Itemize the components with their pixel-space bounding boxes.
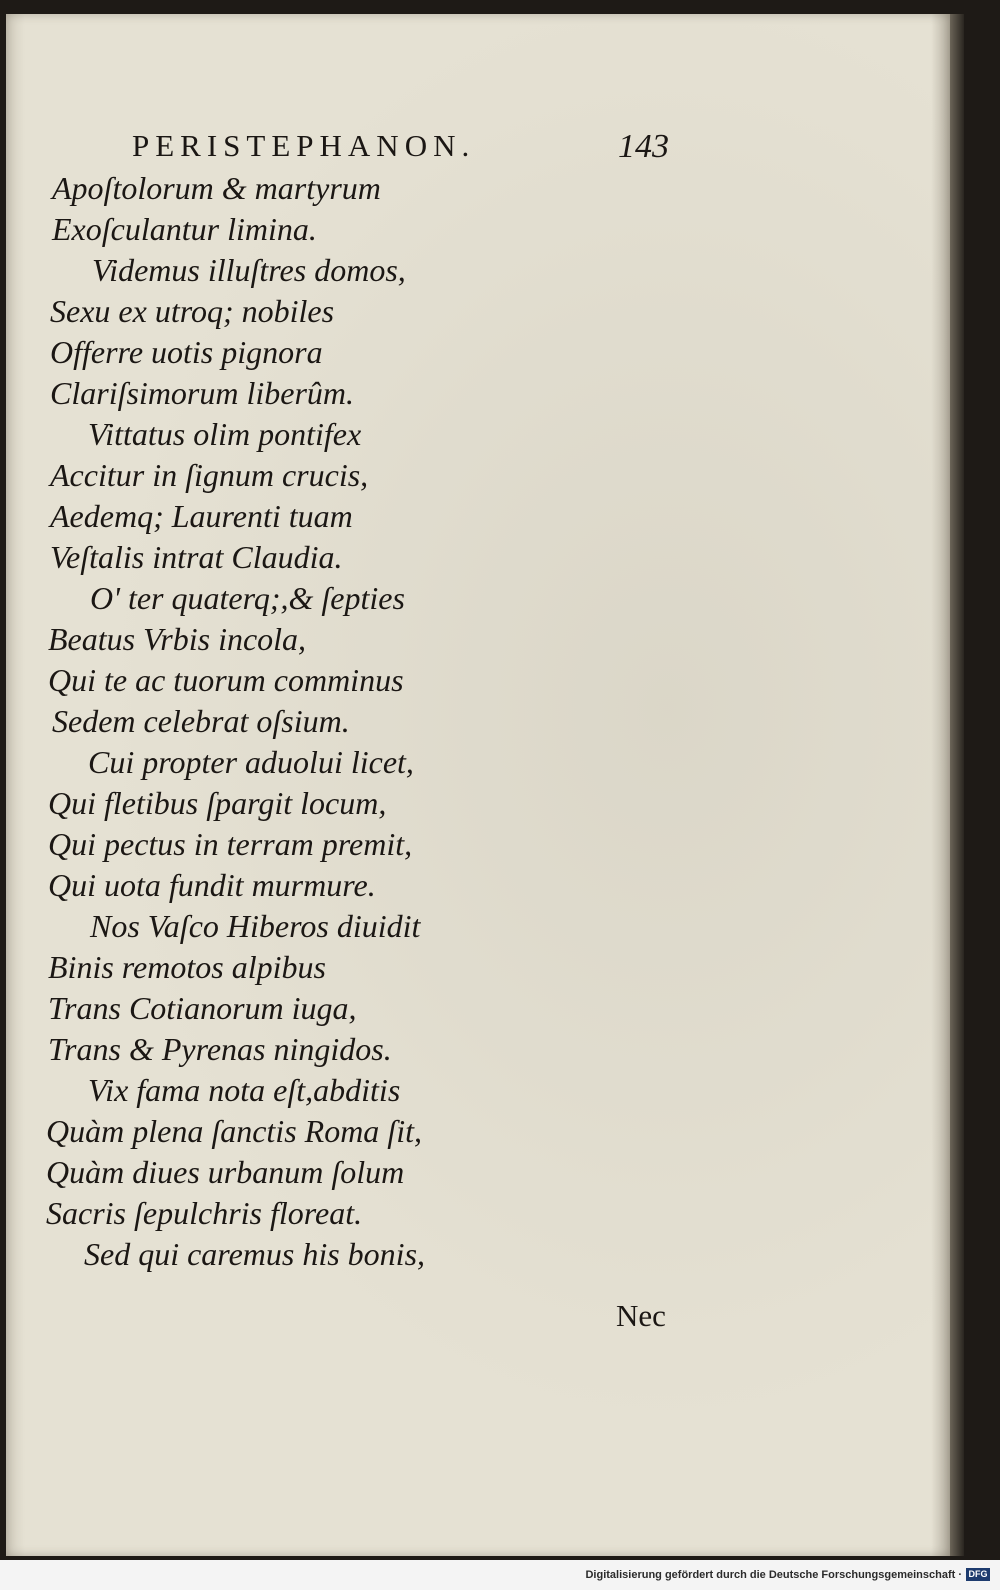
verse-line: Sed qui caremus his bonis, bbox=[84, 1236, 426, 1272]
running-head: PERISTEPHANON. bbox=[132, 128, 476, 163]
verse-line: Clariſsimorum liberûm. bbox=[50, 375, 355, 411]
verse-line: Quàm plena ſanctis Roma ſit, bbox=[46, 1113, 422, 1149]
verse-line: Sacris ſepulchris floreat. bbox=[46, 1195, 363, 1231]
verse-line: Binis remotos alpibus bbox=[48, 949, 326, 985]
verse-line: Veſtalis intrat Claudia. bbox=[50, 539, 343, 575]
verse-line: Quàm diues urbanum ſolum bbox=[46, 1154, 405, 1190]
verse-line: Qui uota fundit murmure. bbox=[48, 867, 376, 903]
verse-line: Qui fletibus ſpargit locum, bbox=[48, 785, 387, 821]
verse-line: Trans Cotianorum iuga, bbox=[48, 990, 357, 1026]
verse-line: Sedem celebrat oſsium. bbox=[52, 703, 350, 739]
verse-line: Sexu ex utroq; nobiles bbox=[50, 293, 335, 329]
verse-line: Qui pectus in terram premit, bbox=[48, 826, 413, 862]
verse-line: Offerre uotis pignora bbox=[50, 334, 323, 370]
verse-line: Beatus Vrbis incola, bbox=[48, 621, 307, 657]
verse-line: Nos Vaſco Hiberos diuidit bbox=[90, 908, 421, 944]
verse-line: Vittatus olim pontifex bbox=[88, 416, 362, 452]
verse-line: Exoſculantur limina. bbox=[52, 211, 317, 247]
catchword: Nec bbox=[616, 1298, 666, 1333]
dfg-logo: DFG bbox=[966, 1568, 990, 1581]
verse-line: Videmus illuſtres domos, bbox=[92, 252, 406, 288]
verse-line: Aedemq; Laurenti tuam bbox=[50, 498, 353, 534]
verse-line: Accitur in ſignum crucis, bbox=[50, 457, 369, 493]
credit-text: Digitalisierung gefördert durch die Deutsche Forschungsgemeinschaft · bbox=[585, 1568, 962, 1581]
verse-line: Qui te ac tuorum comminus bbox=[48, 662, 404, 698]
page-number: 143 bbox=[618, 128, 669, 165]
verse-line: Cui propter aduolui licet, bbox=[88, 744, 414, 780]
verse-line: Trans & Pyrenas ningidos. bbox=[48, 1031, 392, 1067]
digitization-credit bbox=[585, 1568, 990, 1581]
verse-line: O' ter quaterq;,& ſepties bbox=[90, 580, 405, 616]
verse-line: Apoſtolorum & martyrum bbox=[52, 170, 381, 206]
verse-line: Vix fama nota eſt,abditis bbox=[88, 1072, 401, 1108]
